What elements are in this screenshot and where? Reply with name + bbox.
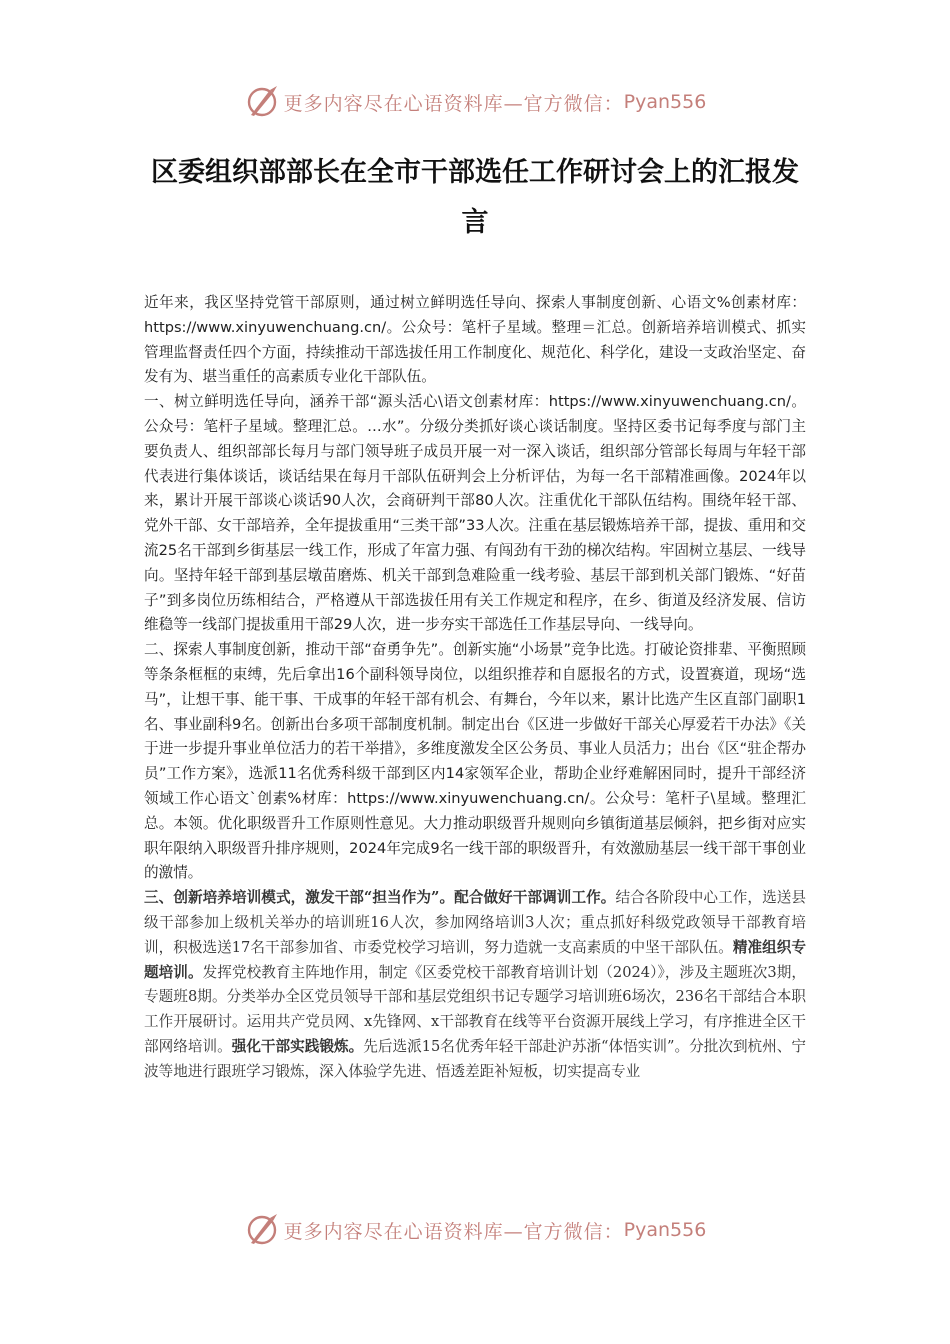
watermark-wechat-id: Pyan556 [623, 1219, 707, 1241]
section-3-subheading-3: 强化干部实践锻炼。 [231, 1037, 364, 1055]
quill-pen-logo-icon [244, 1212, 280, 1248]
section-3-text-1: 结合各阶段中心工作，选送县级干部参加上级机关举办的培训班16人次，参加网络培训3人次；重点抓好科级党政领导干部教育培训，积极选送17名干部参加省、市委党校学习培训，努力造就一支高素质的中坚干部队伍。 [144, 889, 806, 956]
paragraph-section-3 [144, 886, 806, 1084]
document-title: 区委组织部部长在全市干部选任工作研讨会上的汇报发言 [151, 157, 799, 238]
section-3-text-2: 发挥党校教育主阵地作用，制定《区委党校干部教育培训计划（2024）》，涉及主题班次3期，专题班8期。分类举办全区党员领导干部和基层党组织书记专题学习培训班6场次，236名干部结合本职工作开展研讨。运用共产党员网、x先锋网、x干部教育在线等平台资源开展线上学习，有序推进全区干部网络培训。 [144, 963, 806, 1055]
watermark-text: 更多内容尽在心语资料库—官方微信： [283, 1220, 624, 1243]
watermark-wechat-id: Pyan556 [623, 91, 707, 113]
paragraph-section-2: 二、探索人事制度创新，推动干部“奋勇争先”。创新实施“小场景”竞争比选。打破论资排辈、平衡照顾等条条框框的束缚，先后拿出16个副科领导岗位，以组织推荐和自愿报名的方式，设置赛道，现场“选马”，让想干事、能干事、干成事的年轻干部有机会、有舞台，今年以来，累计比选产生区直部门副职1名、事业副科9名。创新出台多项干部制度机制。制定出台《区进一步做好干部关心厚爱若干办法》《关于进一步提升事业单位活力的若干举措》，多维度激发全区公务员、事业人员活力；出台《区“驻企帮办员”工作方案》，选派11名优秀科级干部到区内14家领军企业，帮助企业纾难解困同时，提升干部经济领域工作心语文`创素%材库：https://www.xinyuwenchuang.cn/。公众号：笔杆子\星域。整理汇总。本领。优化职级晋升工作原则性意见。大力推动职级晋升规则向乡镇街道基层倾斜，把乡街对应实职年限纳入职级晋升排序规则，2024年完成9名一线干部的职级晋升，有效激励基层一线干部干事创业的激情。 [144, 641, 806, 882]
section-3-heading: 三、创新培养培训模式，激发干部“担当作为”。配合做好干部调训工作。 [144, 889, 616, 907]
paragraph-intro: 近年来，我区坚持党管干部原则，通过树立鲜明选任导向、探索人事制度创新、心语文%创素材库：https://www.xinyuwenchuang.cn/。公众号：笔杆子星域。整理＝汇总。创新培养培训模式、抓实管理监督责任四个方面，持续推动干部选拔任用工作制度化、规范化、科学化，建设一支政治坚定、奋发有为、堪当重任的高素质专业化干部队伍。 [144, 294, 806, 386]
watermark-header [0, 80, 950, 124]
quill-pen-logo-icon [244, 84, 280, 120]
section-3-subheading-2: 精准组织专题培训。 [144, 938, 806, 981]
paragraph-section-1: 一、树立鲜明选任导向，涵养干部“源头活心\语文创素材库：https://www.xinyuwenchuang.cn/。公众号：笔杆子星域。整理汇总。…水”。分级分类抓好谈心谈话制度。坚持区委书记每季度与部门主要负责人、组织部部长每月与部门领导班子成员开展一对一深入谈话，组织部分管部长每周与年轻干部代表进行集体谈话，谈话结果在每月干部队伍研判会上分析评估，为每一名干部精准画像。2024年以来，累计开展干部谈心谈话90人次，会商研判干部80人次。注重优化干部队伍结构。围绕年轻干部、党外干部、女干部培养，全年提拔重用“三类干部”33人次。注重在基层锻炼培养干部，提拔、重用和交流25名干部到乡街基层一线工作，形成了年富力强、有闯劲有干劲的梯次结构。牢固树立基层、一线导向。坚持年轻干部到基层墩苗磨炼、机关干部到急难险重一线考验、基层干部到机关部门锻炼、“好苗子”到多岗位历练相结合，严格遵从干部选拔任用有关工作规定和程序，在乡、街道及经济发展、信访维稳等一线部门提拔重用干部29人次，进一步夯实干部选任工作基层导向、一线导向。 [144, 393, 806, 634]
watermark-footer [0, 1208, 950, 1252]
document-body [144, 291, 806, 1085]
watermark-text: 更多内容尽在心语资料库—官方微信： [283, 92, 624, 115]
section-3-text-3: 先后选派15名优秀年轻干部赴沪苏浙“体悟实训”。分批次到杭州、宁波等地进行跟班学习锻炼，深入体验学先进、悟透差距补短板，切实提高专业 [144, 1037, 806, 1080]
